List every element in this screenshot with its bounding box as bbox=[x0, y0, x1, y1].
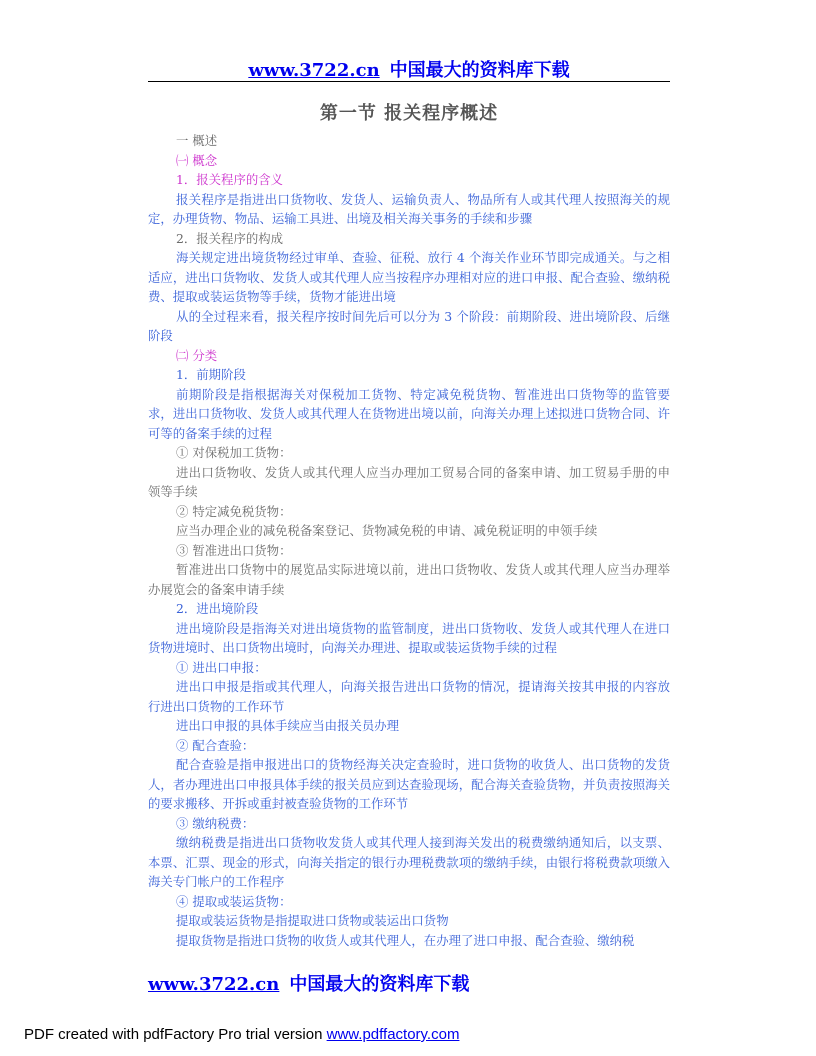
paragraph: 2．报关程序的构成 bbox=[176, 230, 284, 246]
paragraph: 从的全过程来看，报关程序按时间先后可以分为 3 个阶段：前期阶段、进出境阶段、后继阶段 bbox=[148, 308, 670, 343]
paragraph: 配合查验是指申报进出口的货物经海关决定查验时，进口货物的收货人、出口货物的发货人，者办理进出口申报具体手续的报关员应到达查验现场，配合海关查验货物，并负责按照海关的要求搬移、开拆或重封被查验货物的工作环节 bbox=[148, 757, 670, 811]
paragraph: 进出口货物收、发货人或其代理人应当办理加工贸易合同的备案申请、加工贸易手册的申领等手续 bbox=[148, 464, 670, 499]
paragraph: 缴纳税费是指进出口货物收发货人或其代理人接到海关发出的税费缴纳通知后，以支票、本票、汇票、现金的形式，向海关指定的银行办理税费款项的缴纳手续，由银行将税费款项缴入海关专门帐户的工作程序 bbox=[148, 835, 670, 889]
paragraph: ① 进出口申报： bbox=[176, 659, 267, 675]
paragraph: 2．进出境阶段 bbox=[176, 601, 259, 616]
paragraph: ③ 暂准进出口货物： bbox=[176, 542, 292, 558]
paragraph: ② 特定减免税货物： bbox=[176, 503, 292, 519]
paragraph: ④ 提取或装运货物： bbox=[176, 893, 292, 909]
header-divider bbox=[148, 81, 670, 82]
paragraph: ① 对保税加工货物： bbox=[176, 445, 292, 460]
paragraph: ③ 缴纳税费： bbox=[176, 815, 255, 831]
paragraph: 暂准进出口货物中的展览品实际进境以前，进出口货物收、发货人或其代理人应当办理举办展览会的备案申请手续 bbox=[148, 562, 670, 597]
paragraph: 报关程序是指进出口货物收、发货人、运输负责人、物品所有人或其代理人按照海关的规定，办理货物、物品、运输工具进、出境及相关海关事务的手续和步骤 bbox=[148, 191, 670, 226]
paragraph: ㈠ 概念 bbox=[176, 152, 218, 168]
paragraph: 1．前期阶段 bbox=[176, 367, 246, 382]
footer-site-link[interactable]: www.3722.cn bbox=[148, 974, 280, 995]
body-text bbox=[148, 131, 670, 950]
pdffactory-link[interactable]: www.pdffactory.com bbox=[326, 1026, 460, 1043]
paragraph: ㈡ 分类 bbox=[176, 347, 218, 363]
section-title: 第一节 报关程序概述 bbox=[319, 103, 499, 124]
paragraph: 提取或装运货物是指提取进口货物或装运出口货物 bbox=[176, 913, 449, 928]
pdf-notice-text: PDF created with pdfFactory Pro trial version bbox=[24, 1026, 327, 1043]
page-header bbox=[148, 56, 670, 82]
paragraph: 1．报关程序的含义 bbox=[176, 172, 284, 187]
paragraph: 一 概述 bbox=[176, 133, 218, 148]
paragraph: ② 配合查验： bbox=[176, 737, 255, 753]
paragraph: 进出口申报的具体手续应当由报关员办理 bbox=[176, 718, 400, 733]
paragraph: 应当办理企业的减免税备案登记、货物减免税的申请、减免税证明的申领手续 bbox=[176, 523, 598, 538]
paragraph: 进出口申报是指或其代理人，向海关报告进出口货物的情况，提请海关按其申报的内容放行进出口货物的工作环节 bbox=[148, 679, 670, 714]
footer-tagline: 中国最大的资料库下载 bbox=[289, 974, 470, 995]
page-footer bbox=[148, 970, 469, 996]
pdf-trial-notice bbox=[24, 1026, 459, 1043]
paragraph: 进出境阶段是指海关对进出境货物的监管制度，进出口货物收、发货人或其代理人在进口货物进境时、出口货物出境时，向海关办理进、提取或装运货物手续的过程 bbox=[148, 620, 670, 655]
header-site-link[interactable]: www.3722.cn bbox=[248, 60, 380, 81]
paragraph: 提取货物是指进口货物的收货人或其代理人，在办理了进口申报、配合查验、缴纳税 bbox=[176, 932, 635, 948]
paragraph: 海关规定进出境货物经过审单、查验、征税、放行 4 个海关作业环节即完成通关。与之相适应，进出口货物收、发货人或其代理人应当按程序办理相对应的进口申报、配合查验、缴纳税费、提取或装运货物等手续，货物才能进出境 bbox=[148, 250, 670, 304]
header-tagline: 中国最大的资料库下载 bbox=[389, 60, 570, 81]
paragraph: 前期阶段是指根据海关对保税加工货物、特定减免税货物、暂准进出口货物等的监管要求，进出口货物收、发货人或其代理人在货物进出境以前，向海关办理上述拟进口货物合同、许可等的备案手续的过程 bbox=[148, 386, 670, 441]
